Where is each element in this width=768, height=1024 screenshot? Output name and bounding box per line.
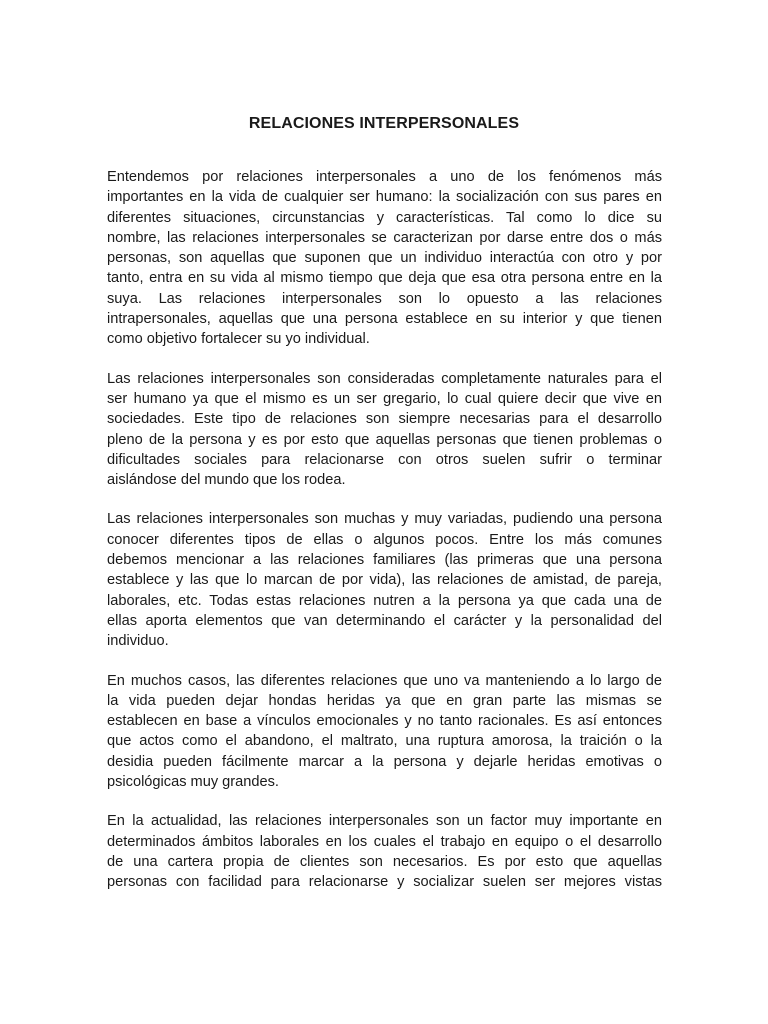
paragraph-line: desidia pueden fácilmente marcar a la persona y dejarle heridas emotivas o [107, 753, 662, 770]
paragraph [107, 167, 662, 350]
paragraph-line: pleno de la persona y es por esto que aquellas personas que tienen problemas o [107, 431, 662, 448]
paragraph-line: establecen en base a vínculos emocionales y no tanto racionales. Es así entonces [107, 713, 662, 730]
paragraph-line: que actos como el abandono, el maltrato, una ruptura amorosa, la traición o la [107, 733, 662, 750]
paragraph-line: Entendemos por relaciones interpersonales a uno de los fenómenos más [107, 169, 662, 185]
paragraph-line: ellas aporta elementos que van determinando el carácter y la personalidad del [107, 612, 662, 629]
paragraph-line: de una cartera propia de clientes son necesarios. Es por esto que aquellas [107, 853, 662, 870]
paragraph-line: En la actualidad, las relaciones interpersonales son un factor muy importante en [107, 813, 662, 830]
paragraph-line: suya. Las relaciones interpersonales son lo opuesto a las relaciones [107, 290, 662, 307]
paragraph-line: personas con facilidad para relacionarse y socializar suelen ser mejores vistas [107, 874, 662, 891]
paragraph-line: sociedades. Este tipo de relaciones son siempre necesarias para el desarrollo [107, 411, 662, 428]
paragraph [107, 811, 662, 892]
paragraph [107, 369, 662, 491]
paragraph-line: tanto, entra en su vida al mismo tiempo que deja que esa otra persona entre en la [107, 270, 662, 287]
paragraph-line: personas, son aquellas que suponen que un individuo interactúa con otro y por [107, 250, 662, 267]
paragraph-line: dificultades sociales para relacionarse con otros suelen sufrir o terminar [107, 451, 662, 468]
paragraph-line: Las relaciones interpersonales son muchas y muy variadas, pudiendo una persona [107, 511, 662, 528]
paragraph-line: individuo. [107, 633, 169, 650]
paragraph [107, 509, 662, 651]
document-body [107, 167, 662, 912]
paragraph-line: establece y las que lo marcan de por vida), las relaciones de amistad, de pareja, [107, 572, 662, 589]
paragraph-line: determinados ámbitos laborales en los cuales el trabajo en equipo o el desarrollo [107, 833, 662, 850]
document-title: RELACIONES INTERPERSONALES [248, 115, 520, 132]
paragraph-line: psicológicas muy grandes. [107, 774, 279, 791]
paragraph-line: debemos mencionar a las relaciones familiares (las primeras que una persona [107, 552, 662, 569]
paragraph-line: aislándose del mundo que los rodea. [107, 472, 346, 489]
paragraph-line: la vida pueden dejar hondas heridas ya que en gran parte las mismas se [107, 692, 662, 709]
paragraph-line: diferentes situaciones, circunstancias y características. Tal como lo dice su [107, 209, 662, 226]
paragraph [107, 671, 662, 793]
paragraph-line: laborales, etc. Todas estas relaciones nutren a la persona ya que cada una de [107, 592, 662, 609]
paragraph-line: En muchos casos, las diferentes relaciones que uno va manteniendo a lo largo de [107, 672, 662, 689]
paragraph-line: importantes en la vida de cualquier ser humano: la socialización con sus pares en [107, 189, 662, 206]
paragraph-line: ser humano ya que el mismo es un ser gregario, lo cual quiere decir que vive en [107, 390, 662, 407]
paragraph-line: nombre, las relaciones interpersonales se caracterizan por darse entre dos o más [107, 229, 662, 246]
paragraph-line: conocer diferentes tipos de ellas o algunos pocos. Entre los más comunes [107, 531, 662, 548]
paragraph-line: como objetivo fortalecer su yo individual. [107, 331, 370, 348]
paragraph-line: Las relaciones interpersonales son consideradas completamente naturales para el [107, 370, 662, 387]
paragraph-line: intrapersonales, aquellas que una persona establece en su interior y que tienen [107, 311, 662, 328]
